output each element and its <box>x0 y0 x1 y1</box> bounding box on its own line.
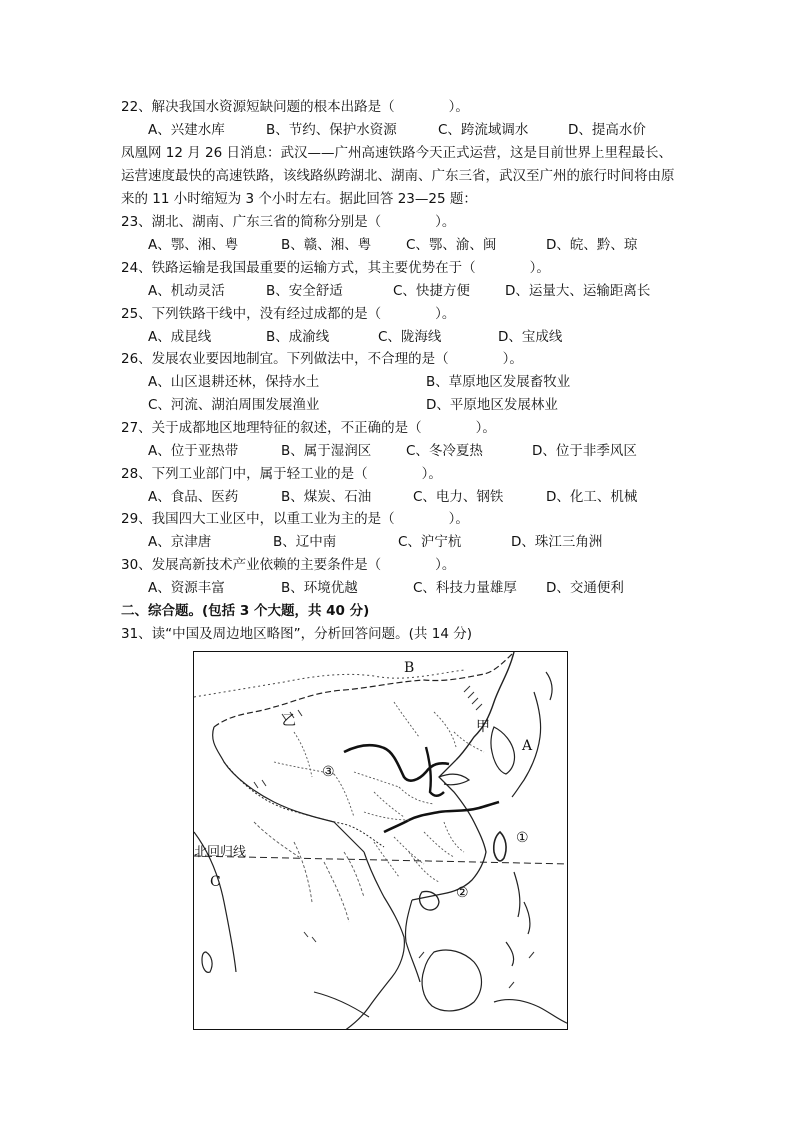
question-22-option-b: B、节约、保护水资源 <box>266 122 397 138</box>
china-region-map <box>193 651 568 1030</box>
question-27-option-a: A、位于亚热带 <box>148 443 239 459</box>
question-26-option-c: C、河流、湖泊周围发展渔业 <box>148 397 320 413</box>
question-22-option-d: D、提高水价 <box>568 122 646 138</box>
question-26-option-d: D、平原地区发展林业 <box>426 397 558 413</box>
question-25-stem: 25、下列铁路干线中，没有经过成都的是（ ）。 <box>121 306 456 322</box>
map-label-jia: 甲 <box>476 719 490 735</box>
russia-border <box>194 670 464 697</box>
question-23-option-a: A、鄂、湘、粤 <box>148 237 239 253</box>
northeast-outline <box>456 652 514 760</box>
question-26-stem: 26、发展农业要因地制宜。下列做法中，不合理的是（ ）。 <box>121 351 523 367</box>
question-30-option-a: A、资源丰富 <box>148 580 225 596</box>
map-label-yi: 乙 <box>282 713 296 729</box>
indochina-coast <box>344 852 404 1030</box>
question-24-option-b: B、安全舒适 <box>266 283 343 299</box>
section-heading: 二、综合题。(包括 3 个大题，共 40 分) <box>121 603 370 619</box>
question-25-option-d: D、宝成线 <box>498 329 563 345</box>
map-label-c: C <box>210 874 221 890</box>
northern-border <box>214 652 514 727</box>
question-28-option-c: C、电力、钢铁 <box>413 489 504 505</box>
tropic-of-cancer-label: 北回归线 <box>194 845 247 860</box>
question-29-option-b: B、辽中南 <box>273 534 337 550</box>
question-22-stem: 22、解决我国水资源短缺问题的根本出路是（ ）。 <box>121 99 469 115</box>
question-24-option-c: C、快捷方便 <box>393 283 470 299</box>
tropic-of-cancer-line <box>194 856 568 864</box>
province-borders <box>274 702 484 882</box>
question-27-stem: 27、关于成都地区地理特征的叙述，不正确的是（ ）。 <box>121 420 496 436</box>
question-22-option-c: C、跨流域调水 <box>438 122 529 138</box>
question-29-option-a: A、京津唐 <box>148 534 212 550</box>
question-27-option-b: B、属于湿润区 <box>281 443 372 459</box>
question-24-stem: 24、铁路运输是我国最重要的运输方式，其主要优势在于（ ）。 <box>121 260 550 276</box>
map-label-b: B <box>404 660 415 676</box>
question-24-option-d: D、运量大、运输距离长 <box>505 283 651 299</box>
map-drawing <box>194 652 568 1030</box>
question-23-option-d: D、皖、黔、琼 <box>546 237 638 253</box>
shandong-peninsula <box>439 774 469 785</box>
question-26-option-a: A、山区退耕还林，保持水土 <box>148 374 320 390</box>
question-23-option-c: C、鄂、渝、闽 <box>406 237 497 253</box>
question-23-stem: 23、湖北、湖南、广东三省的简称分别是（ ）。 <box>121 214 456 230</box>
philippines-islands <box>506 872 530 966</box>
taiwan-island <box>494 832 506 861</box>
southeast-asia-borders <box>254 822 364 922</box>
question-22-option-a: A、兴建水库 <box>148 122 225 138</box>
korea-peninsula <box>491 727 515 774</box>
borneo-island <box>422 950 481 1011</box>
question-27-option-d: D、位于非季风区 <box>532 443 637 459</box>
china-west-outline <box>213 727 364 852</box>
question-31-stem: 31、读“中国及周边地区略图”，分析回答问题。(共 14 分) <box>121 626 472 642</box>
question-23-option-b: B、赣、湘、粤 <box>281 237 372 253</box>
question-29-option-c: C、沪宁杭 <box>398 534 462 550</box>
yangtze-river <box>384 802 499 832</box>
question-28-option-b: B、煤炭、石油 <box>281 489 372 505</box>
himalaya-border <box>224 762 384 847</box>
hainan-island <box>420 891 439 910</box>
map-label-2: ② <box>456 885 469 901</box>
sri-lanka-island <box>202 952 212 972</box>
china-east-coast <box>412 760 486 900</box>
yellow-river <box>344 745 449 780</box>
question-28-option-a: A、食品、医药 <box>148 489 239 505</box>
map-label-3: ③ <box>322 764 335 780</box>
question-29-stem: 29、我国四大工业区中，以重工业为主的是（ ）。 <box>121 511 469 527</box>
question-27-option-c: C、冬冷夏热 <box>406 443 483 459</box>
question-26-option-b: B、草原地区发展畜牧业 <box>426 374 571 390</box>
question-30-stem: 30、发展高新技术产业依赖的主要条件是（ ）。 <box>121 557 456 573</box>
question-28-option-d: D、化工、机械 <box>546 489 638 505</box>
question-28-stem: 28、下列工业部门中，属于轻工业的是（ ）。 <box>121 466 442 482</box>
question-25-option-b: B、成渝线 <box>266 329 330 345</box>
question-25-option-c: C、陇海线 <box>378 329 442 345</box>
southern-islands <box>494 1000 568 1024</box>
map-label-a: A <box>522 738 533 754</box>
question-29-option-d: D、珠江三角洲 <box>511 534 603 550</box>
question-25-option-a: A、成昆线 <box>148 329 212 345</box>
question-24-option-a: A、机动灵活 <box>148 283 225 299</box>
question-30-option-b: B、环境优越 <box>281 580 358 596</box>
reading-passage: 凤凰网 12 月 26 日消息：武汉——广州高速铁路今天正式运营，这是目前世界上里程最长、运营速度最快的高速铁路，该线路纵跨湖北、湖南、广东三省，武汉至广州的旅行时间将由原来的 11 小时缩短为 3 个小时左右。据此回答 23—25 题： <box>121 145 675 207</box>
question-30-option-d: D、交通便利 <box>546 580 624 596</box>
question-30-option-c: C、科技力量雄厚 <box>413 580 517 596</box>
map-label-1: ① <box>516 830 529 846</box>
